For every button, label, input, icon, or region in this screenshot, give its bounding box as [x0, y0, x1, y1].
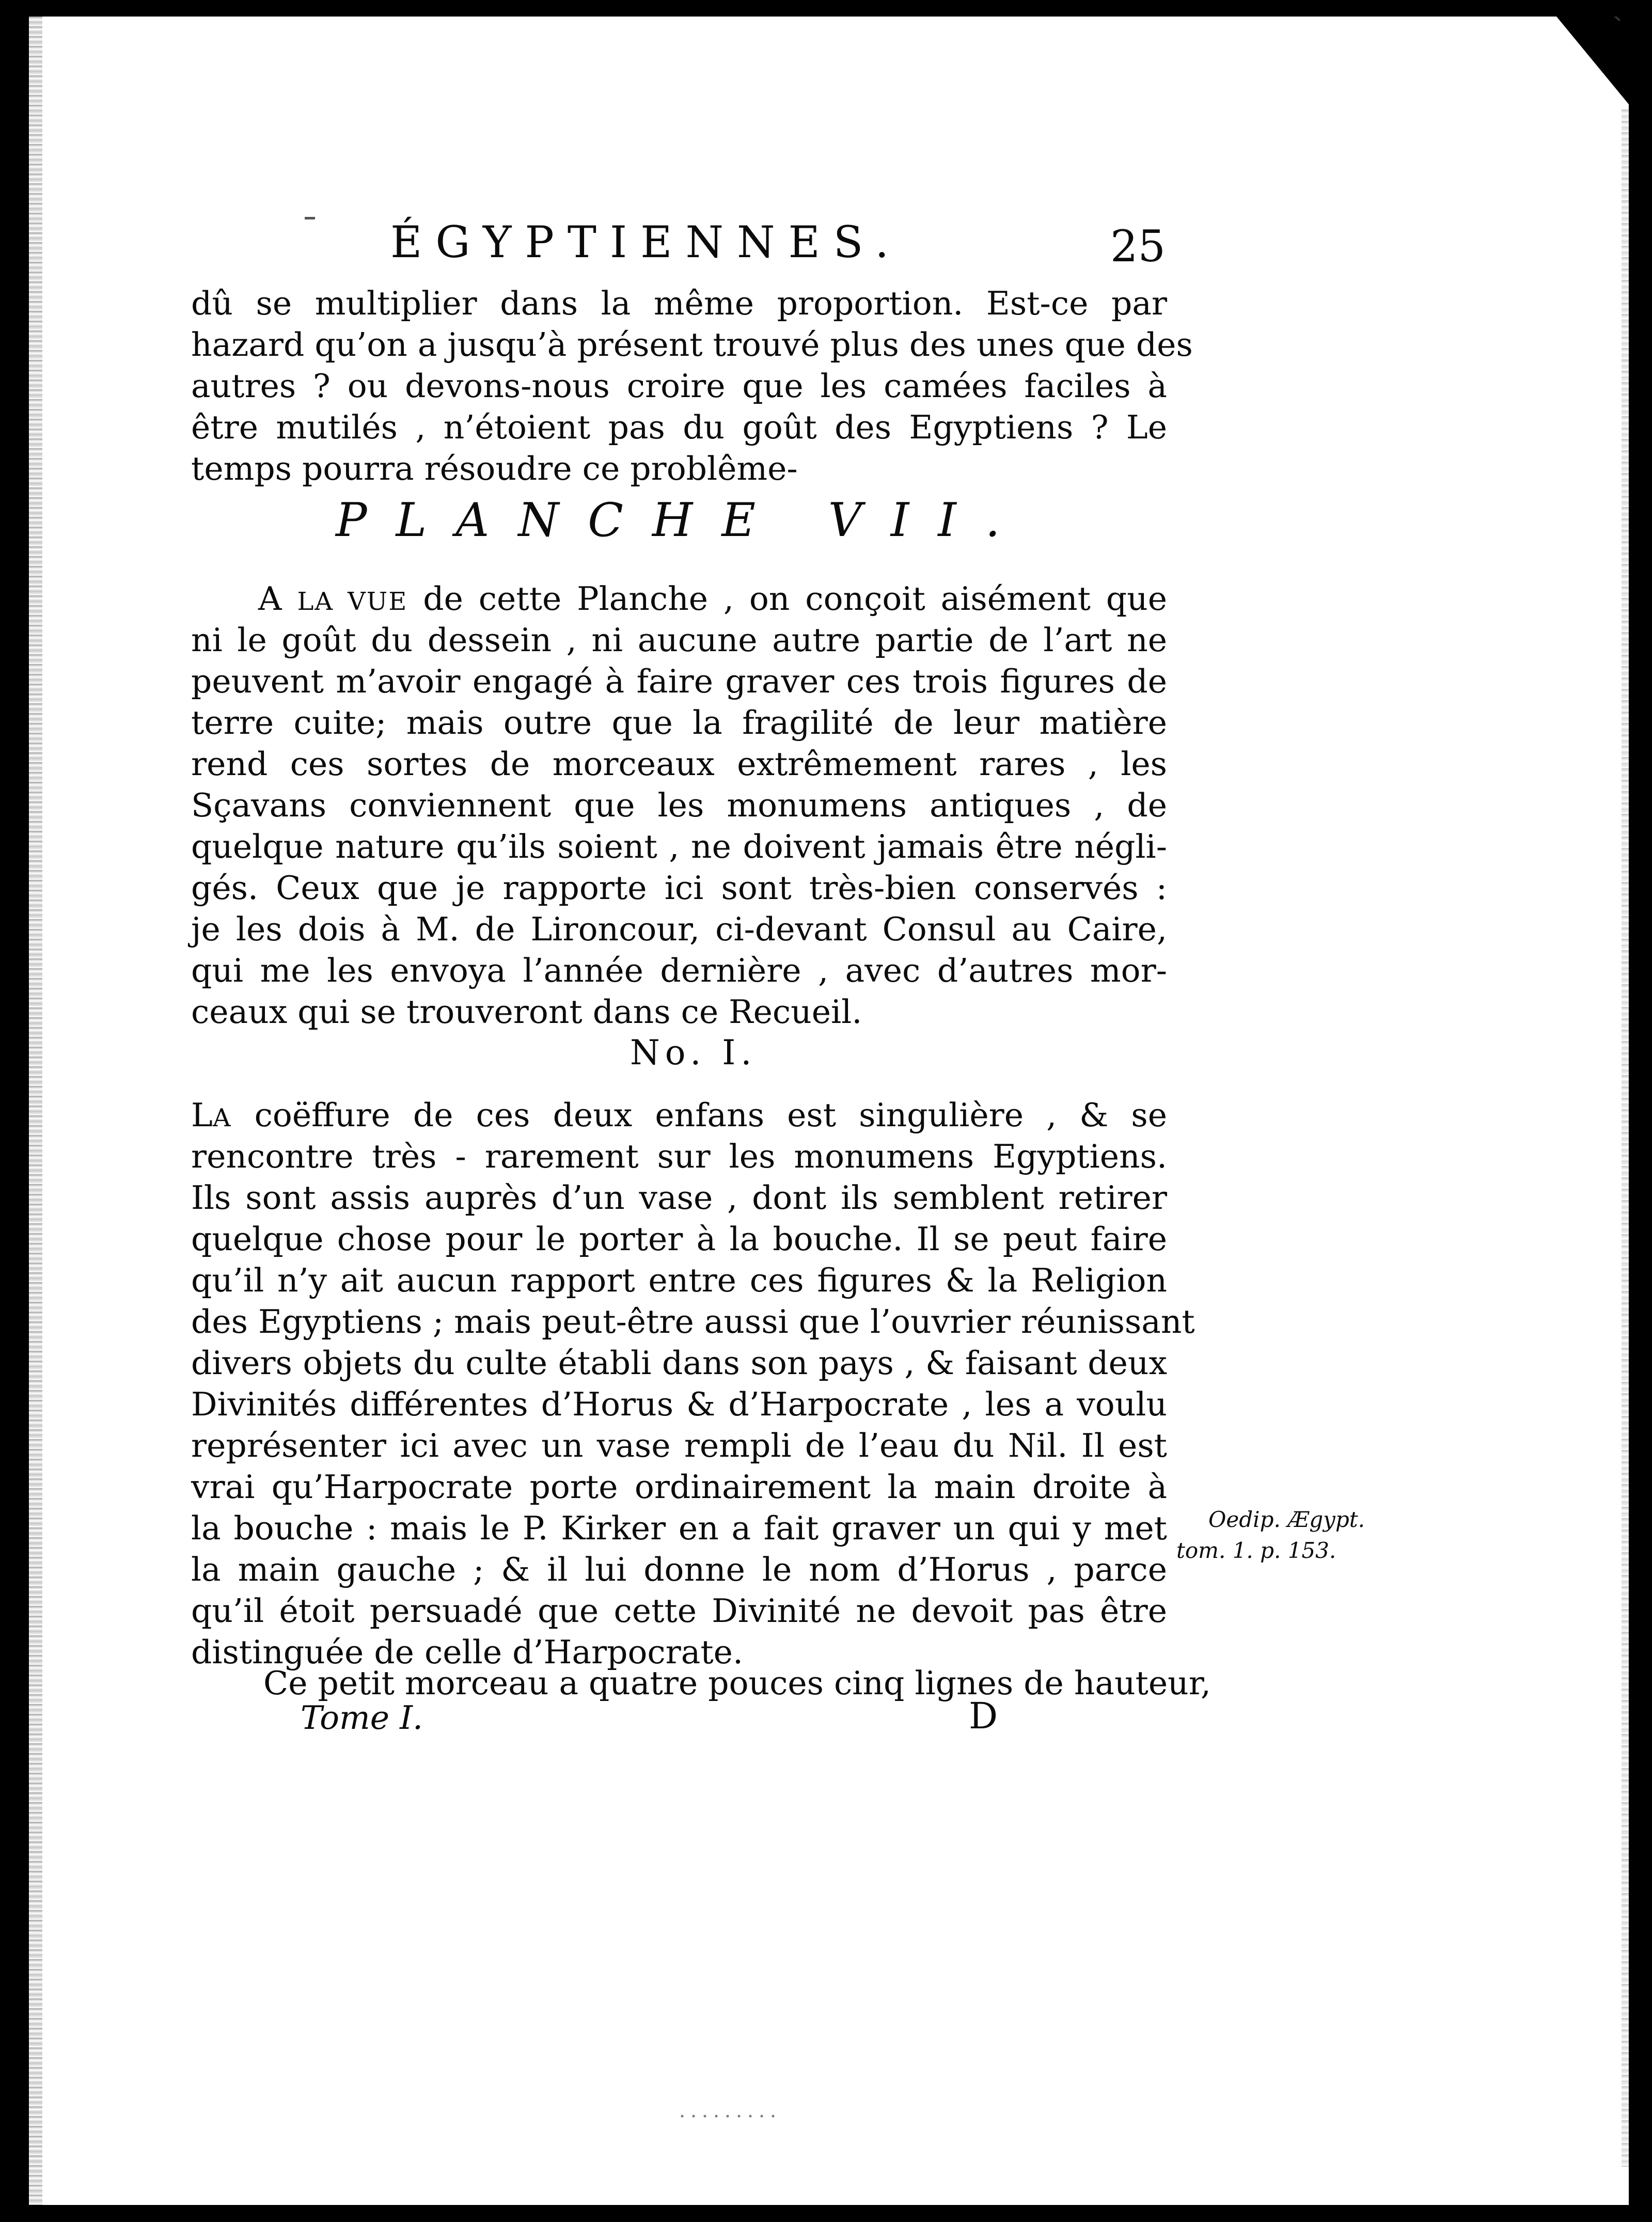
- plate-heading: PLANCHE VII.: [336, 493, 1029, 547]
- text-line: qu’il n’y ait aucun rapport entre ces figures & la Religion: [191, 1262, 1167, 1299]
- text-line: rencontre très - rarement sur les monumens Egyptiens.: [191, 1138, 1167, 1175]
- scan-dots: [676, 2111, 780, 2121]
- text-line: Sçavans conviennent que les monumens antiques , de: [191, 786, 1167, 824]
- text-line: quelque chose pour le porter à la bouche. Il se peut faire: [191, 1220, 1167, 1258]
- text-line: ceaux qui se trouveront dans ce Recueil.: [191, 993, 862, 1031]
- text-line: rend ces sortes de morceaux extrêmement rares , les: [191, 745, 1167, 783]
- text-line: Ce petit morceau a quatre pouces cinq lignes de hauteur,: [263, 1664, 1211, 1702]
- page-left-edge-noise: [29, 17, 42, 2205]
- text-line: ni le goût du dessein , ni aucune autre partie de l’art ne: [191, 621, 1167, 659]
- smallcaps-lead: LA VUE: [297, 587, 408, 616]
- text-line: distinguée de celle d’Harpocrate.: [191, 1633, 743, 1671]
- drop-initial: L: [191, 1096, 213, 1134]
- volume-label: Tome I.: [301, 1699, 423, 1737]
- drop-initial: A: [258, 580, 282, 618]
- text-line: Ils sont assis auprès d’un vase , dont ils semblent retirer: [191, 1179, 1167, 1217]
- text-line: la main gauche ; & il lui donne le nom d’Horus , parce: [191, 1551, 1167, 1588]
- text-line: des Egyptiens ; mais peut-être aussi que l’ouvrier réunissant: [191, 1303, 1195, 1341]
- running-head: ÉGYPTIENNES.: [390, 217, 903, 267]
- margin-note-line2: tom. 1. p. 153.: [1176, 1538, 1336, 1563]
- text-line: autres ? ou devons-nous croire que les camées faciles à: [191, 367, 1167, 405]
- folded-corner: [1556, 17, 1629, 104]
- text-line: temps pourra résoudre ce problême-: [191, 450, 798, 487]
- ink-smudge: [305, 217, 315, 219]
- text-line: hazard qu’on a jusqu’à présent trouvé plus des unes que des: [191, 326, 1193, 364]
- text-line: dû se multiplier dans la même proportion. Est-ce par: [191, 285, 1167, 322]
- text-line: vrai qu’Harpocrate porte ordinairement la main droite à: [191, 1468, 1167, 1506]
- text-line: gés. Ceux que je rapporte ici sont très-bien conservés :: [191, 869, 1167, 907]
- signature-mark: D: [969, 1695, 998, 1737]
- page-right-edge-noise: [1622, 109, 1629, 2167]
- first-line-rest: coëffure de ces deux enfans est singulière , & se: [254, 1096, 1168, 1134]
- text-line: je les dois à M. de Lironcour, ci-devant Consul au Caire,: [191, 910, 1167, 948]
- text-line: Divinités différentes d’Horus & d’Harpocrate , les a voulu: [191, 1385, 1167, 1423]
- text-line: qu’il étoit persuadé que cette Divinité ne devoit pas être: [191, 1592, 1167, 1630]
- text-line: quelque nature qu’ils soient , ne doivent jamais être négli-: [191, 828, 1167, 865]
- text-line: représenter ici avec un vase rempli de l’eau du Nil. Il est: [191, 1427, 1167, 1464]
- text-line: divers objets du culte établi dans son pays , & faisant deux: [191, 1344, 1167, 1382]
- text-line: la bouche : mais le P. Kirker en a fait graver un qui y met: [191, 1509, 1167, 1547]
- smallcaps-lead: A: [212, 1104, 232, 1132]
- text-line: qui me les envoya l’année dernière , avec d’autres mor-: [191, 952, 1167, 989]
- text-line: peuvent m’avoir engagé à faire graver ces trois figures de: [191, 663, 1167, 700]
- text-line-first: [191, 1095, 1167, 1139]
- text-line: être mutilés , n’étoient pas du goût des Egyptiens ? Le: [191, 408, 1167, 446]
- first-line-rest: de cette Planche , on conçoit aisément que: [423, 580, 1168, 618]
- margin-note-line1: Oedip. Ægypt.: [1208, 1507, 1365, 1532]
- page-number: 25: [1110, 221, 1166, 272]
- text-line: terre cuite; mais outre que la fragilité de leur matière: [191, 704, 1167, 742]
- text-line-first: [258, 578, 1167, 622]
- section-number: No. I.: [630, 1033, 757, 1073]
